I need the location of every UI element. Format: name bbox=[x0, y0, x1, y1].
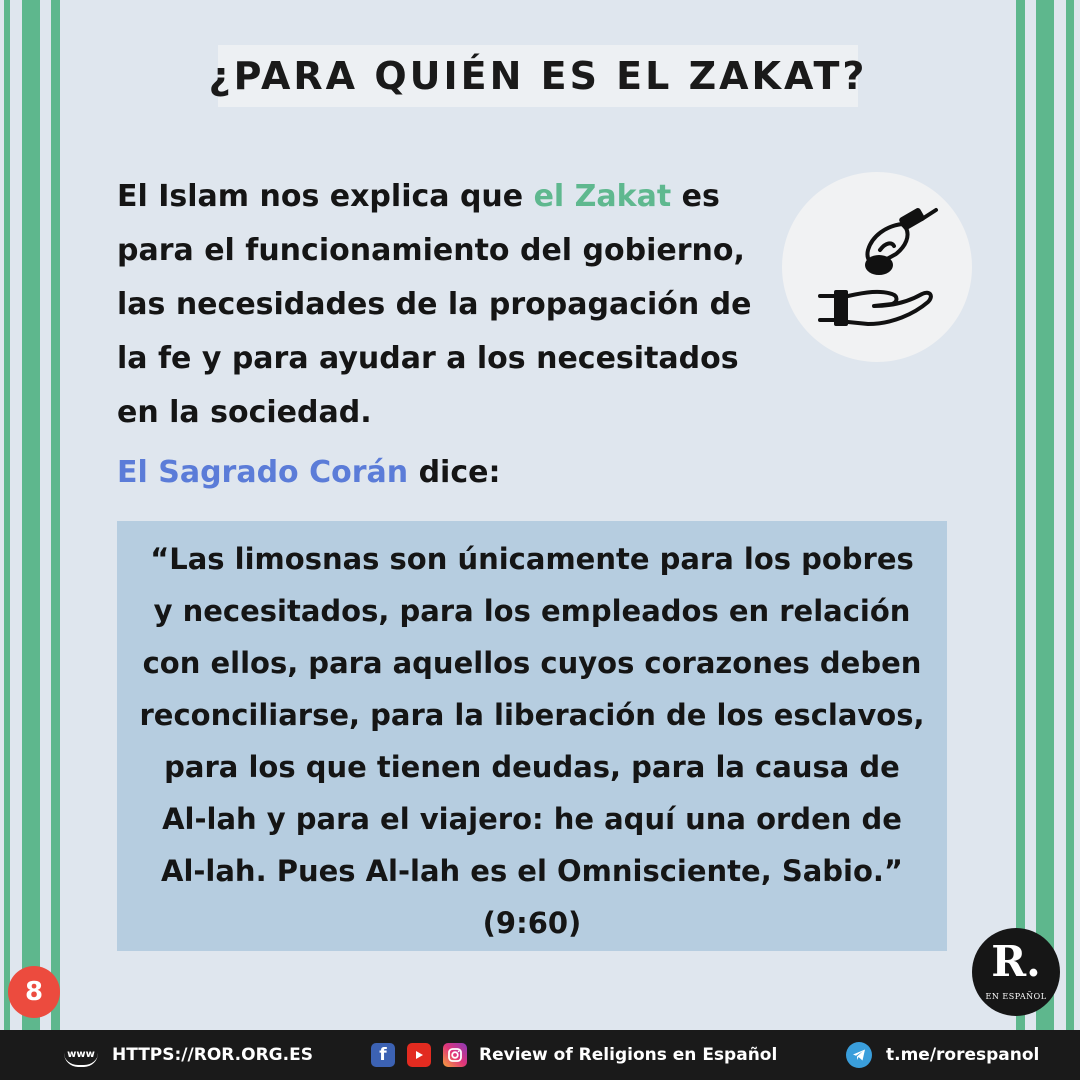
quote-source: El Sagrado Corán bbox=[117, 455, 409, 490]
giving-hands-icon bbox=[782, 172, 972, 362]
facebook-icon[interactable]: f bbox=[371, 1043, 395, 1067]
title-banner bbox=[208, 45, 868, 107]
page-number-badge bbox=[8, 966, 60, 1018]
intro-before: El Islam nos explica que bbox=[117, 179, 534, 214]
page-title: ¿PARA QUIÉN ES EL ZAKAT? bbox=[208, 54, 868, 98]
youtube-icon[interactable] bbox=[407, 1043, 431, 1067]
quote-reference: (9:60) bbox=[482, 906, 582, 940]
intro-after: es para el funcionamiento del gobierno, las necesidades de la propagación de la fe y para ayudar a los necesitados en la sociedad. bbox=[117, 179, 752, 430]
social-links bbox=[371, 1030, 777, 1080]
footer-bar bbox=[0, 1030, 1080, 1080]
instagram-icon[interactable] bbox=[443, 1043, 467, 1067]
intro-highlight: el Zakat bbox=[533, 179, 672, 214]
telegram-icon bbox=[846, 1042, 872, 1068]
telegram-handle: t.me/rorespanol bbox=[886, 1045, 1040, 1065]
telegram-link[interactable] bbox=[846, 1030, 1039, 1080]
logo-mark: R. bbox=[991, 937, 1041, 986]
brand-name: Review of Religions en Español bbox=[479, 1045, 778, 1065]
quote-box bbox=[117, 521, 947, 951]
ror-logo bbox=[972, 928, 1060, 1016]
quote-intro bbox=[117, 446, 500, 500]
website-link[interactable] bbox=[64, 1030, 313, 1080]
quote-intro-verb: dice: bbox=[408, 455, 501, 490]
page-number: 8 bbox=[24, 977, 44, 1007]
intro-paragraph bbox=[117, 170, 777, 440]
quote-block bbox=[137, 533, 927, 949]
logo-subtitle: EN ESPAÑOL bbox=[985, 992, 1047, 1001]
globe-www-icon: www bbox=[64, 1043, 98, 1067]
website-url: HTTPS://ROR.ORG.ES bbox=[112, 1045, 313, 1065]
quote-text: “Las limosnas son únicamente para los pobres y necesitados, para los empleados en relación con ellos, para aquellos cuyos corazones deben reconciliarse, para la liberación de los esclavos, para los que tienen deudas, para la causa de Al-lah y para el viajero: he aquí una orden de Al-lah. Pues Al-lah es el Omnisciente, Sabio.” bbox=[139, 542, 925, 888]
